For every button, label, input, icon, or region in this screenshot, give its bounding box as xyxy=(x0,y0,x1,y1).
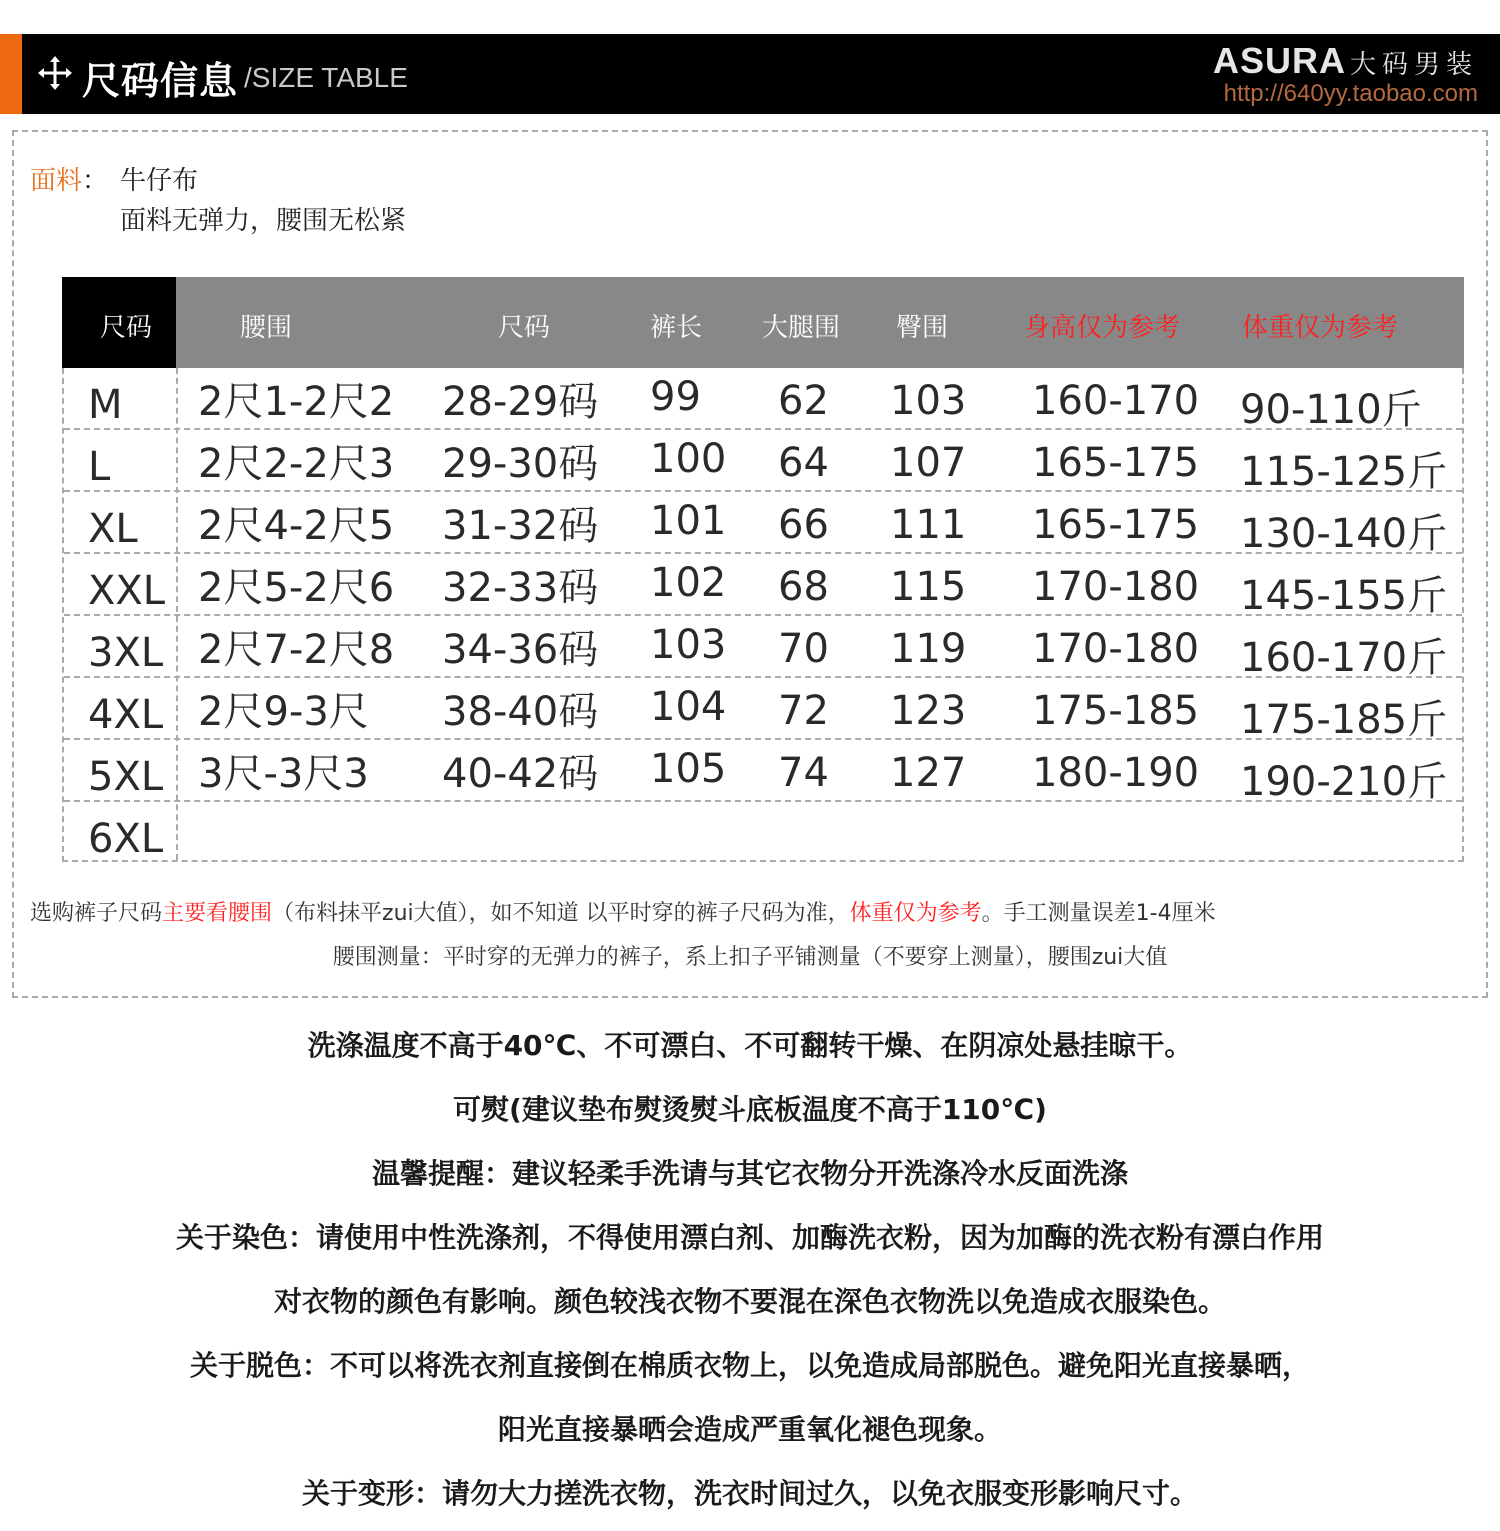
table-row xyxy=(64,368,1462,433)
cell-thigh: 64 xyxy=(778,440,829,486)
cell-length: 103 xyxy=(650,622,727,668)
table-row xyxy=(64,616,1462,681)
cell-size: XXL xyxy=(88,568,166,614)
cell-size: 3XL xyxy=(88,630,164,676)
cell-waist: 2尺2-2尺3 xyxy=(198,441,395,487)
page-subtitle: /SIZE TABLE xyxy=(244,62,408,93)
care-line-fade-1: 关于脱色：不可以将洗衣剂直接倒在棉质衣物上，以免造成局部脱色。避免阳光直接暴晒， xyxy=(189,1349,1310,1382)
cell-size: 6XL xyxy=(88,816,164,862)
cell-weight: 160-170斤 xyxy=(1240,635,1448,681)
cell-height: 165-175 xyxy=(1032,502,1200,548)
brand-name: ASURA xyxy=(1212,40,1346,81)
cell-thigh: 66 xyxy=(778,502,829,548)
cell-code: 40-42码 xyxy=(442,751,599,797)
table-row xyxy=(64,678,1462,743)
cell-height: 170-180 xyxy=(1032,626,1200,672)
cell-hip: 119 xyxy=(890,626,967,672)
fabric-note: 面料无弹力，腰围无松紧 xyxy=(120,206,407,236)
cell-length: 100 xyxy=(650,436,727,482)
cell-size: M xyxy=(88,382,123,428)
cell-height: 180-190 xyxy=(1032,750,1200,796)
cell-weight: 90-110斤 xyxy=(1240,387,1422,433)
header-accent-stripe xyxy=(0,34,22,114)
cell-hip: 107 xyxy=(890,440,967,486)
care-line-dye-1: 关于染色：请使用中性洗涤剂，不得使用漂白剂、加酶洗衣粉，因为加酶的洗衣粉有漂白作用 xyxy=(175,1221,1324,1254)
cell-code: 34-36码 xyxy=(442,627,599,673)
table-row xyxy=(64,740,1462,805)
cell-size: 4XL xyxy=(88,692,164,738)
care-line-iron: 可熨(建议垫布熨烫熨斗底板温度不高于110℃) xyxy=(453,1093,1047,1126)
cell-code: 28-29码 xyxy=(442,379,599,425)
cell-thigh: 72 xyxy=(778,688,829,734)
table-row xyxy=(64,554,1462,619)
table-row xyxy=(64,430,1462,495)
cell-weight: 145-155斤 xyxy=(1240,573,1448,619)
header-size: 尺码 xyxy=(100,313,153,343)
four-arrow-cross-icon xyxy=(38,56,72,90)
cell-code: 29-30码 xyxy=(442,441,599,487)
care-line-dye-2: 对衣物的颜色有影响。颜色较浅衣物不要混在深色衣物洗以免造成衣服染色。 xyxy=(273,1285,1226,1318)
header-weight-reference: 体重仅为参考 xyxy=(1242,313,1399,343)
cell-height: 175-185 xyxy=(1032,688,1200,734)
cell-hip: 123 xyxy=(890,688,967,734)
page-title: 尺码信息 xyxy=(82,59,239,103)
cell-length: 102 xyxy=(650,560,727,606)
cell-thigh: 70 xyxy=(778,626,829,672)
cell-height: 170-180 xyxy=(1032,564,1200,610)
cell-code: 38-40码 xyxy=(442,689,599,735)
fabric-label: 面料： xyxy=(30,166,109,196)
table-row xyxy=(64,802,1462,864)
care-line-wash: 洗涤温度不高于40℃、不可漂白、不可翻转干燥、在阴凉处悬挂晾干。 xyxy=(307,1029,1193,1062)
header-hip: 臀围 xyxy=(896,313,949,343)
cell-waist: 2尺5-2尺6 xyxy=(198,565,395,611)
cell-thigh: 74 xyxy=(778,750,829,796)
cell-hip: 127 xyxy=(890,750,967,796)
cell-weight: 190-210斤 xyxy=(1240,759,1448,805)
cell-hip: 115 xyxy=(890,564,967,610)
cell-thigh: 62 xyxy=(778,378,829,424)
care-line-deform: 关于变形：请勿大力搓洗衣物，洗衣时间过久，以免衣服变形影响尺寸。 xyxy=(301,1477,1198,1510)
size-table-header xyxy=(62,277,1464,368)
cell-size: XL xyxy=(88,506,138,552)
size-selection-note: 选购裤子尺码主要看腰围（布料抹平zui大值），如不知道 以平时穿的裤子尺码为准，体重仅为参考。手工测量误差1-4厘米 xyxy=(30,901,1216,926)
cell-waist: 2尺7-2尺8 xyxy=(198,627,395,673)
cell-weight: 115-125斤 xyxy=(1240,449,1448,495)
header-height-reference: 身高仅为参考 xyxy=(1024,313,1181,343)
header-bar xyxy=(0,34,1500,114)
shop-url-link[interactable]: http://640yy.taobao.com xyxy=(1223,80,1478,107)
table-row xyxy=(64,492,1462,557)
header-length: 裤长 xyxy=(650,313,703,343)
cell-length: 105 xyxy=(650,746,727,792)
cell-waist: 2尺4-2尺5 xyxy=(198,503,395,549)
care-line-reminder: 温馨提醒：建议轻柔手洗请与其它衣物分开洗涤冷水反面洗涤 xyxy=(371,1157,1128,1190)
cell-length: 104 xyxy=(650,684,727,730)
brand-logo xyxy=(1213,40,1478,82)
header-thigh: 大腿围 xyxy=(762,313,841,343)
cell-hip: 111 xyxy=(890,502,967,548)
cell-weight: 130-140斤 xyxy=(1240,511,1448,557)
cell-code: 31-32码 xyxy=(442,503,599,549)
header-code: 尺码 xyxy=(498,313,551,343)
care-line-fade-2: 阳光直接暴晒会造成严重氧化褪色现象。 xyxy=(497,1413,1002,1446)
cell-length: 101 xyxy=(650,498,727,544)
size-table-body xyxy=(62,368,1464,862)
cell-weight: 175-185斤 xyxy=(1240,697,1448,743)
cell-thigh: 68 xyxy=(778,564,829,610)
fabric-value: 牛仔布 xyxy=(120,166,199,196)
cell-length: 99 xyxy=(650,374,701,420)
brand-name-cn: 大码男装 xyxy=(1349,50,1478,80)
cell-hip: 103 xyxy=(890,378,967,424)
cell-height: 160-170 xyxy=(1032,378,1200,424)
header-waist: 腰围 xyxy=(240,313,293,343)
cell-code: 32-33码 xyxy=(442,565,599,611)
cell-size: L xyxy=(88,444,111,490)
cell-waist: 3尺-3尺3 xyxy=(198,751,369,797)
cell-size: 5XL xyxy=(88,754,164,800)
cell-height: 165-175 xyxy=(1032,440,1200,486)
cell-waist: 2尺1-2尺2 xyxy=(198,379,395,425)
cell-waist: 2尺9-3尺 xyxy=(198,689,369,735)
waist-measure-note: 腰围测量：平时穿的无弹力的裤子，系上扣子平铺测量（不要穿上测量），腰围zui大值 xyxy=(332,945,1168,970)
